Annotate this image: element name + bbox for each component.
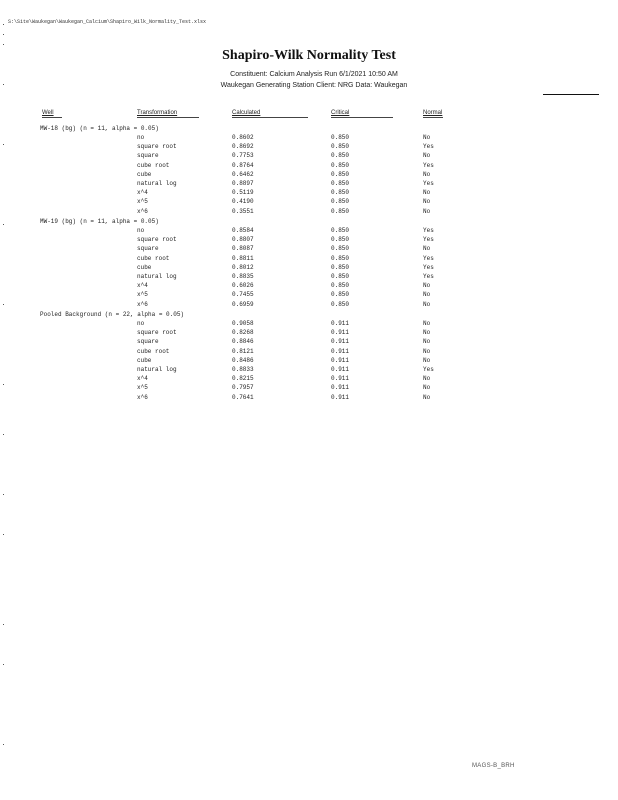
- critical-cell: 0.850: [331, 180, 350, 187]
- table-row: [0, 320, 618, 329]
- table-row: [0, 189, 618, 198]
- transformation-cell: x^6: [137, 207, 148, 215]
- table-row: [0, 329, 618, 338]
- critical-cell: 0.911: [331, 347, 350, 355]
- critical-cell: 0.850: [331, 161, 350, 169]
- critical-cell: 0.911: [331, 338, 350, 346]
- table-row: [0, 171, 618, 180]
- table-row: [0, 152, 618, 161]
- transformation-cell: square root: [137, 236, 177, 244]
- normal-cell: Yes: [423, 263, 434, 271]
- header-transformation: Transformation: [137, 110, 178, 116]
- header-underline: [423, 117, 443, 118]
- calculated-cell: 0.8087: [232, 245, 254, 253]
- file-path-header: S:\Site\Waukegan\Waukegan_Calcium\Shapiro_Wilk_Normality_Test.xlsx: [8, 19, 207, 25]
- critical-cell: 0.850: [331, 291, 350, 299]
- calculated-cell: 0.8811: [232, 254, 254, 262]
- transformation-cell: cube root: [137, 161, 170, 169]
- critical-cell: 0.850: [331, 263, 350, 271]
- critical-cell: 0.911: [331, 320, 350, 327]
- header-calculated: Calculated: [232, 110, 261, 116]
- transformation-cell: square: [137, 338, 159, 346]
- transformation-cell: square root: [137, 329, 177, 337]
- well-group-label: MW-19 (bg) (n = 11, alpha = 0.05): [40, 218, 159, 225]
- transformation-cell: cube root: [137, 347, 170, 355]
- calculated-cell: 0.7753: [232, 152, 254, 160]
- header-underline: [331, 117, 393, 118]
- table-row: [0, 162, 618, 171]
- table-row: [0, 180, 618, 189]
- normal-cell: No: [423, 291, 431, 299]
- calculated-cell: 0.7455: [232, 291, 254, 299]
- critical-cell: 0.850: [331, 227, 350, 234]
- normal-cell: No: [423, 198, 431, 206]
- calculated-cell: 0.8584: [232, 227, 254, 234]
- critical-cell: 0.850: [331, 134, 350, 141]
- well-group-label: MW-18 (bg) (n = 11, alpha = 0.05): [40, 125, 159, 132]
- table-row: [0, 227, 618, 236]
- normal-cell: No: [423, 329, 431, 337]
- table-row: [0, 208, 618, 217]
- transformation-cell: x^5: [137, 384, 148, 392]
- table-row: [0, 245, 618, 254]
- transformation-cell: cube: [137, 170, 152, 178]
- critical-cell: 0.850: [331, 152, 350, 160]
- table-row: [0, 143, 618, 152]
- critical-cell: 0.911: [331, 329, 350, 337]
- calculated-cell: 0.8215: [232, 375, 254, 383]
- critical-cell: 0.911: [331, 356, 350, 364]
- table-row: [0, 282, 618, 291]
- transformation-cell: square: [137, 245, 159, 253]
- calculated-cell: 0.4190: [232, 198, 254, 206]
- calculated-cell: 0.8807: [232, 236, 254, 244]
- table-row: [0, 291, 618, 300]
- critical-cell: 0.911: [331, 366, 350, 373]
- calculated-cell: 0.6959: [232, 300, 254, 308]
- normal-cell: Yes: [423, 273, 434, 280]
- critical-cell: 0.850: [331, 236, 350, 244]
- calculated-cell: 0.9058: [232, 320, 254, 327]
- calculated-cell: 0.7957: [232, 384, 254, 392]
- table-row: [0, 384, 618, 393]
- transformation-cell: x^4: [137, 375, 148, 383]
- header-normal: Normal: [423, 110, 443, 116]
- calculated-cell: 0.8012: [232, 263, 254, 271]
- table-row: [0, 394, 618, 403]
- calculated-cell: 0.7641: [232, 393, 254, 401]
- transformation-cell: natural log: [137, 273, 177, 280]
- table-row: [0, 236, 618, 245]
- critical-cell: 0.911: [331, 384, 350, 392]
- normal-cell: No: [423, 134, 431, 141]
- header-underline: [137, 117, 199, 118]
- critical-cell: 0.850: [331, 207, 350, 215]
- normal-cell: Yes: [423, 180, 434, 187]
- critical-cell: 0.850: [331, 282, 350, 290]
- normal-cell: Yes: [423, 161, 434, 169]
- normal-cell: Yes: [423, 143, 434, 151]
- normal-cell: No: [423, 189, 431, 197]
- calculated-cell: 0.8121: [232, 347, 254, 355]
- critical-cell: 0.911: [331, 393, 350, 401]
- table-row: [0, 273, 618, 282]
- normal-cell: Yes: [423, 227, 434, 234]
- critical-cell: 0.850: [331, 245, 350, 253]
- table-row: [0, 264, 618, 273]
- normal-cell: No: [423, 375, 431, 383]
- critical-cell: 0.911: [331, 375, 350, 383]
- calculated-cell: 0.8833: [232, 366, 254, 373]
- transformation-cell: cube: [137, 263, 152, 271]
- table-row: [0, 348, 618, 357]
- calculated-cell: 0.8835: [232, 273, 254, 280]
- table-row: [0, 198, 618, 207]
- transformation-cell: x^6: [137, 393, 148, 401]
- report-subtitle-constituent: Constituent: Calcium Analysis Run 6/1/2021 10:50 AM: [230, 71, 398, 78]
- transformation-cell: square root: [137, 143, 177, 151]
- normal-cell: No: [423, 245, 431, 253]
- transformation-cell: square: [137, 152, 159, 160]
- normal-cell: No: [423, 320, 431, 327]
- normal-cell: No: [423, 338, 431, 346]
- header-well: Well: [42, 110, 54, 116]
- critical-cell: 0.850: [331, 143, 350, 151]
- report-subtitle-site: Waukegan Generating Station Client: NRG Data: Waukegan: [220, 82, 408, 89]
- transformation-cell: no: [137, 134, 145, 141]
- normal-cell: No: [423, 356, 431, 364]
- critical-cell: 0.850: [331, 254, 350, 262]
- transformation-cell: no: [137, 227, 145, 234]
- transformation-cell: cube: [137, 356, 152, 364]
- calculated-cell: 0.8897: [232, 180, 254, 187]
- well-group-label: Pooled Background (n = 22, alpha = 0.05): [40, 311, 185, 318]
- critical-cell: 0.850: [331, 273, 350, 280]
- table-row: [0, 366, 618, 375]
- calculated-cell: 0.3551: [232, 207, 254, 215]
- calculated-cell: 0.5119: [232, 189, 254, 197]
- normal-cell: No: [423, 170, 431, 178]
- normal-cell: No: [423, 300, 431, 308]
- report-title: Shapiro-Wilk Normality Test: [222, 48, 396, 63]
- header-underline: [232, 117, 308, 118]
- critical-cell: 0.850: [331, 170, 350, 178]
- calculated-cell: 0.6026: [232, 282, 254, 290]
- normal-cell: No: [423, 282, 431, 290]
- calculated-cell: 0.8268: [232, 329, 254, 337]
- normal-cell: No: [423, 393, 431, 401]
- table-row: [0, 301, 618, 310]
- transformation-cell: cube root: [137, 254, 170, 262]
- transformation-cell: x^4: [137, 189, 148, 197]
- table-row: [0, 375, 618, 384]
- transformation-cell: x^4: [137, 282, 148, 290]
- transformation-cell: natural log: [137, 366, 177, 373]
- normal-cell: Yes: [423, 254, 434, 262]
- critical-cell: 0.850: [331, 300, 350, 308]
- table-row: [0, 338, 618, 347]
- table-row: [0, 134, 618, 143]
- critical-cell: 0.850: [331, 198, 350, 206]
- calculated-cell: 0.8764: [232, 161, 254, 169]
- header-underline: [42, 117, 62, 118]
- table-row: [0, 357, 618, 366]
- normal-cell: No: [423, 207, 431, 215]
- calculated-cell: 0.8602: [232, 134, 254, 141]
- calculated-cell: 0.8846: [232, 338, 254, 346]
- transformation-cell: no: [137, 320, 145, 327]
- calculated-cell: 0.8486: [232, 356, 254, 364]
- transformation-cell: x^5: [137, 291, 148, 299]
- top-right-rule: [543, 94, 599, 95]
- normal-cell: Yes: [423, 366, 434, 373]
- table-row: [0, 255, 618, 264]
- normal-cell: No: [423, 152, 431, 160]
- normal-cell: Yes: [423, 236, 434, 244]
- critical-cell: 0.850: [331, 189, 350, 197]
- transformation-cell: x^6: [137, 300, 148, 308]
- transformation-cell: x^5: [137, 198, 148, 206]
- normal-cell: No: [423, 347, 431, 355]
- transformation-cell: natural log: [137, 180, 177, 187]
- calculated-cell: 0.8692: [232, 143, 254, 151]
- calculated-cell: 0.6462: [232, 170, 254, 178]
- header-critical: Critical: [331, 110, 350, 116]
- footer-label: MAGS-B_BRH: [472, 763, 515, 769]
- normal-cell: No: [423, 384, 431, 392]
